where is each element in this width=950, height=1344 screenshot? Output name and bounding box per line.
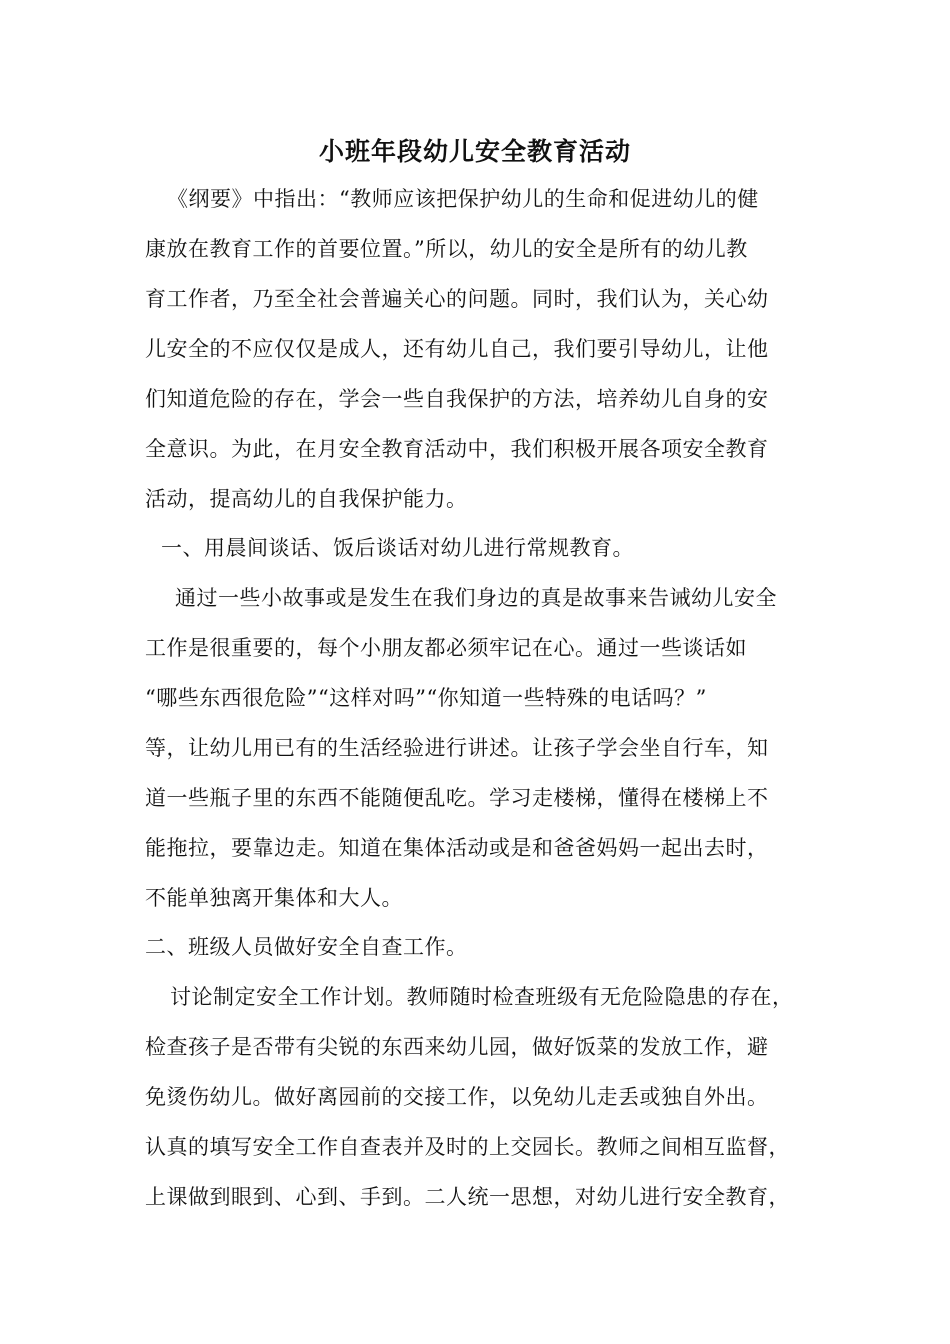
paragraph-line: 上课做到眼到、心到、手到。二人统一思想，对幼儿进行安全教育，: [145, 1185, 790, 1209]
paragraph-line: 讨论制定安全工作计划。教师随时检查班级有无危险隐患的存在，: [170, 985, 794, 1009]
paragraph-line: 等，让幼儿用已有的生活经验进行讲述。让孩子学会坐自行车，知: [145, 736, 769, 760]
paragraph-line: 认真的填写安全工作自查表并及时的上交园长。教师之间相互监督，: [145, 1135, 790, 1159]
paragraph-line: “哪些东西很危险”“这样对吗”“你知道一些特殊的电话吗？”: [145, 686, 707, 710]
paragraph-line: 儿安全的不应仅仅是成人，还有幼儿自己，我们要引导幼儿，让他: [145, 337, 769, 361]
paragraph-line: 康放在教育工作的首要位置。”所以，幼儿的安全是所有的幼儿教: [145, 237, 748, 261]
paragraph-line: 全意识。为此，在月安全教育活动中，我们积极开展各项安全教育: [145, 437, 769, 461]
section-heading: 二、班级人员做好安全自查工作。: [145, 935, 468, 959]
paragraph-line: 通过一些小故事或是发生在我们身边的真是故事来告诫幼儿安全: [175, 586, 777, 610]
paragraph-line: 们知道危险的存在，学会一些自我保护的方法，培养幼儿自身的安: [145, 387, 769, 411]
paragraph-line: 能拖拉，要靠边走。知道在集体活动或是和爸爸妈妈一起出去时，: [145, 836, 769, 860]
paragraph-line: 工作是很重要的，每个小朋友都必须牢记在心。通过一些谈话如: [145, 636, 747, 660]
paragraph-line: 免烫伤幼儿。做好离园前的交接工作，以免幼儿走丢或独自外出。: [145, 1085, 769, 1109]
paragraph-line: 道一些瓶子里的东西不能随便乱吃。学习走楼梯，懂得在楼梯上不: [145, 786, 769, 810]
section-heading: 一、用晨间谈话、饭后谈话对幼儿进行常规教育。: [161, 536, 634, 560]
document-title: 小班年段幼儿安全教育活动: [318, 137, 631, 166]
paragraph-line: 《纲要》中指出：“教师应该把保护幼儿的生命和促进幼儿的健: [167, 187, 759, 211]
paragraph-line: 活动，提高幼儿的自我保护能力。: [145, 487, 468, 511]
paragraph-line: 检查孩子是否带有尖锐的东西来幼儿园，做好饭菜的发放工作，避: [145, 1035, 769, 1059]
paragraph-line: 育工作者，乃至全社会普遍关心的问题。同时，我们认为，关心幼: [145, 287, 769, 311]
paragraph-line: 不能单独离开集体和大人。: [145, 886, 403, 910]
